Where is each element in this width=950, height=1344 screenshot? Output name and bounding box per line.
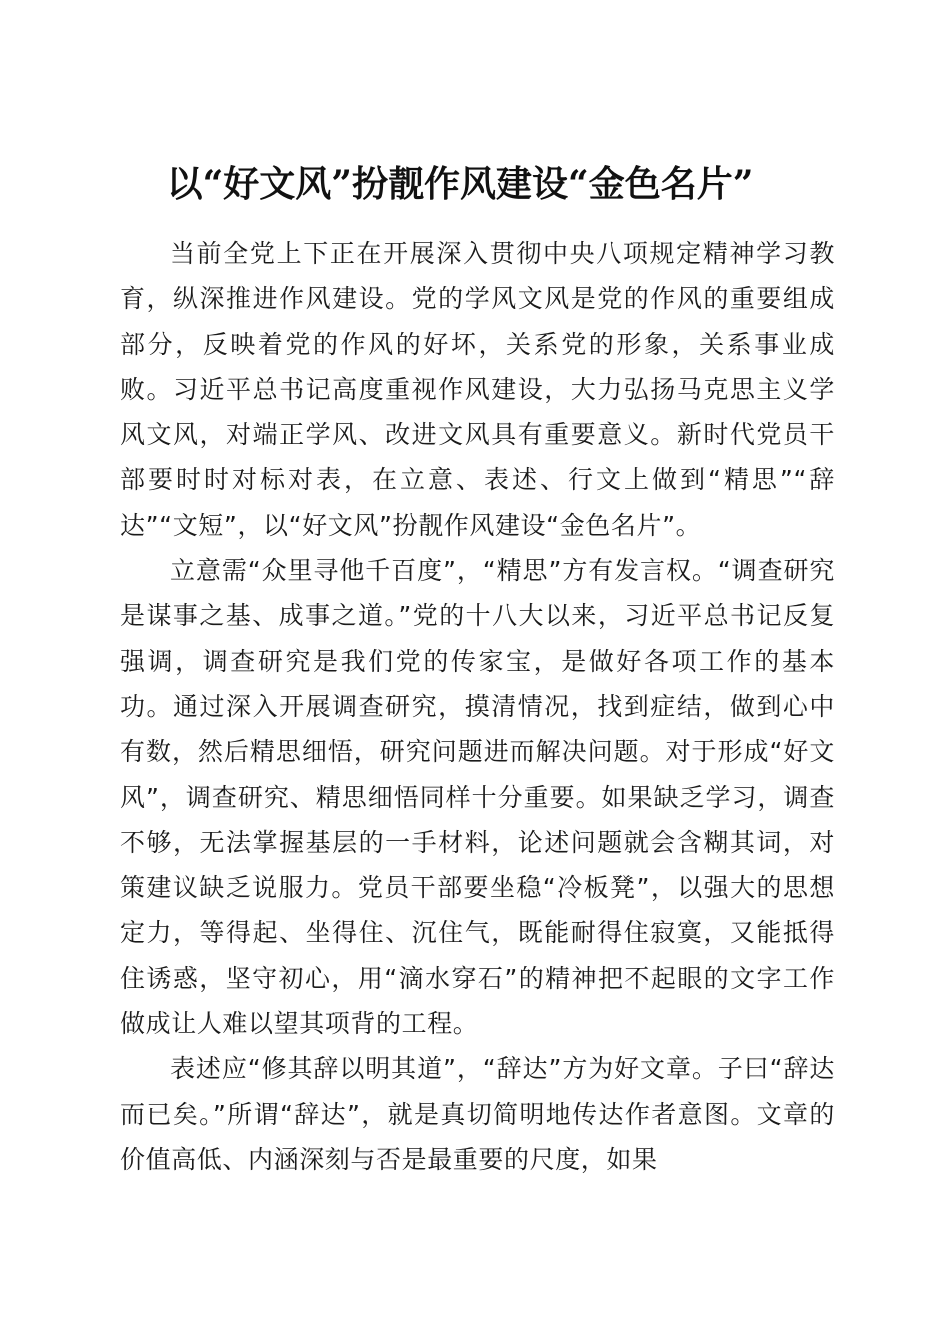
paragraph-expression: 表述应“修其辞以明其道”，“辞达”方为好文章。子曰“辞达而已矣。”所谓“辞达”，就是真切简明地传达作者意图。文章的价值高低、内涵深刻与否是最重要的尺度，如果 <box>120 1054 835 1174</box>
document-title: 以“好文风”扮靓作风建设“金色名片” <box>166 163 754 206</box>
paragraph-intro: 当前全党上下正在开展深入贯彻中央八项规定精神学习教育，纵深推进作风建设。党的学风文风是党的作风的重要组成部分，反映着党的作风的好坏，关系党的形象，关系事业成败。习近平总书记高度重视作风建设，大力弘扬马克思主义学风文风，对端正学风、改进文风具有重要意义。新时代党员干部要时时对标对表，在立意、表述、行文上做到“精思”“辞达”“文短”，以“好文风”扮靓作风建设“金色名片”。 <box>120 239 835 540</box>
document-body <box>120 231 835 1182</box>
paragraph-research: 立意需“众里寻他千百度”，“精思”方有发言权。“调查研究是谋事之基、成事之道。”党的十八大以来，习近平总书记反复强调，调查研究是我们党的传家宝，是做好各项工作的基本功。通过深入开展调查研究，摸清情况，找到症结，做到心中有数，然后精思细悟，研究问题进而解决问题。对于形成“好文风”，调查研究、精思细悟同样十分重要。如果缺乏学习，调查不够，无法掌握基层的一手材料，论述问题就会含糊其词，对策建议缺乏说服力。党员干部要坐稳“冷板凳”，以强大的思想定力，等得起、坐得住、沉住气，既能耐得住寂寞，又能抵得住诱惑，坚守初心，用“滴水穿石”的精神把不起眼的文字工作做成让人难以望其项背的工程。 <box>120 556 835 1039</box>
